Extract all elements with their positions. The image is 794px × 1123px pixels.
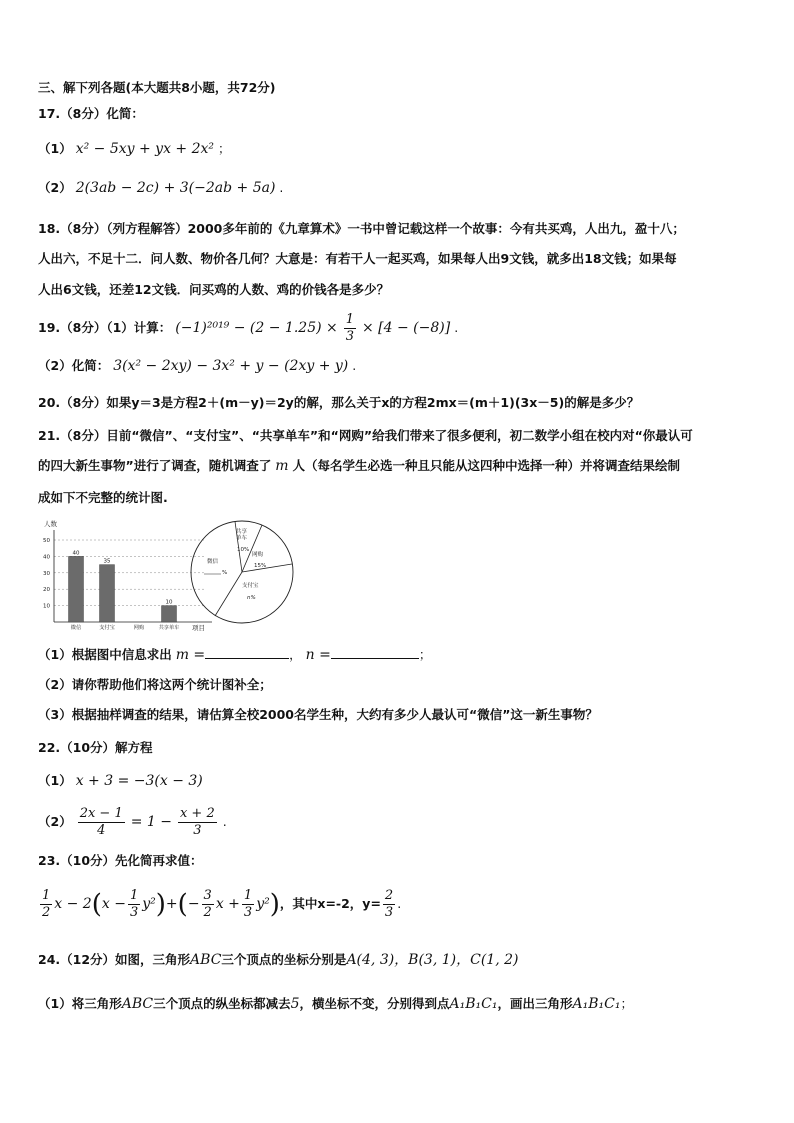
section-title: 三、解下列各题(本大题共8小题，共72分)	[38, 80, 276, 95]
q23-f1-num: 1	[42, 888, 51, 903]
q23-frac1	[40, 888, 52, 921]
q20-text: 20.（8分）如果y＝3是方程2＋(m－y)＝2y的解，那么关于x的方程2mx＝(m＋1)(3x－5)的解是多少？	[38, 395, 640, 410]
q23-f3-den: 2	[203, 905, 212, 920]
xtick-label-1: 支付宝	[99, 625, 115, 631]
ytick-label-30: 30	[43, 570, 50, 577]
q24-sub1-tri: A₁B₁C₁	[572, 996, 621, 1012]
xtick-label-0: 微信	[70, 625, 82, 631]
pie-divider-right	[242, 564, 292, 572]
q23-f1-den: 2	[42, 905, 51, 920]
bar-1	[100, 565, 115, 622]
q21-sub1-m: m =	[175, 647, 206, 663]
ytick-label-50: 50	[43, 538, 50, 544]
q22-p1-label: （1）	[38, 773, 72, 788]
q21-line2-b: 人（每名学生必选一种且只能从这四种中选择一种）并将调查结果绘制	[292, 458, 680, 473]
pie-label-share-l2: 单车	[236, 535, 248, 542]
q21-sub3: （3）根据抽样调查的结果，请估算全校2000名学生种，大约有多少人最认可“微信”这一新生事物？	[38, 707, 598, 722]
pie-chart	[186, 516, 298, 626]
bar-chart-xlabel: 项目	[192, 624, 205, 632]
q23-rparen2: )	[269, 889, 280, 920]
q17-p1-expr: x² − 5xy + yx + 2x²	[75, 141, 215, 157]
q23-stem: 23.（10分）先化简再求值：	[38, 853, 203, 868]
bar-chart-ylabel: 人数	[44, 520, 57, 528]
xtick-label-3: 共享单车	[158, 625, 180, 631]
q21-sub1-sep: ，	[289, 647, 302, 662]
q24-sub1-pts: A₁B₁C₁	[449, 996, 498, 1012]
q23-t5: −	[187, 896, 200, 912]
answer-blank-n[interactable]	[331, 646, 419, 659]
q19-p2-label: （2）化简：	[38, 358, 110, 373]
q19-p2-expr: 3(x² − 2xy) − 3x² + y − (2xy + y)	[113, 358, 349, 374]
q23-f4-num: 1	[243, 888, 253, 903]
q17-p2-end: .	[279, 180, 284, 195]
xtick-label-2: 网购	[133, 625, 145, 631]
q19-p1-end: .	[454, 320, 459, 335]
q23-t3: y²	[142, 896, 156, 912]
q19-frac-den: 3	[345, 329, 355, 344]
q23-t6: x +	[215, 896, 240, 912]
q23-frac3	[202, 888, 214, 921]
q21-line3: 成如下不完整的统计图.	[38, 490, 168, 505]
ytick-label-10: 10	[43, 603, 50, 610]
q22-frac1	[78, 806, 125, 839]
q23-f2-num: 1	[129, 888, 139, 903]
bar-3	[162, 606, 177, 622]
q22-part2	[38, 804, 227, 840]
bar-data-label-3: 10	[165, 599, 173, 606]
q23-t1: x − 2	[54, 896, 92, 912]
q24-sub1	[38, 996, 633, 1012]
q22-stem: 22.（10分）解方程	[38, 740, 153, 755]
q23-f3-num: 3	[203, 888, 212, 903]
q24-stem-b: 三个顶点的坐标分别是	[221, 952, 347, 967]
pie-pct-alipay: n%	[247, 595, 256, 601]
bar-0	[69, 556, 84, 622]
q23-t7: y²	[256, 896, 270, 912]
q23-cond: ，其中x=-2，y=	[279, 896, 381, 911]
ytick-label-40: 40	[43, 554, 50, 561]
q19-fraction	[344, 312, 356, 345]
q18-line2: 人出六，不足十二．问人数、物价各几何？大意是：有若干人一起买鸡，如果每人出9文钱，就多出18文钱；如果每	[38, 251, 677, 266]
q19-frac-num: 1	[345, 312, 355, 327]
q23-rparen1: )	[155, 889, 166, 920]
q19-p1-a: (−1)²⁰¹⁹ − (2 − 1.25) ×	[175, 320, 338, 336]
q22-frac1-den: 4	[97, 823, 106, 838]
q23-frac5	[383, 888, 395, 921]
q21-sub1-n: n =	[305, 647, 331, 663]
bar-data-label-1: 35	[103, 558, 111, 565]
pie-label-shop: 网购	[252, 552, 264, 558]
q21-line2-m: m	[275, 458, 289, 474]
q24-abc: ABC	[190, 952, 222, 968]
q23-t4: +	[165, 896, 178, 912]
q22-p2-label: （2）	[38, 814, 72, 829]
q24-sub1-a: （1）将三角形	[38, 996, 122, 1011]
q17-p2-label: （2）	[38, 180, 72, 195]
q21-line1: 21.（8分）目前“微信”、“支付宝”、“共享单车”和“网购”给我们带来了很多便利，初二数学小组在校内对“你最认可	[38, 428, 693, 443]
q21-sub2: （2）请你帮助他们将这两个统计图补全；	[38, 677, 272, 692]
q23-lparen1: (	[91, 889, 102, 920]
q23-cond-end: .	[397, 896, 402, 911]
q17-p1-label: （1）	[38, 141, 72, 156]
bar-data-label-0: 40	[72, 550, 80, 557]
q21-line2-a: 的四大新生事物”进行了调查，随机调查了	[38, 458, 272, 473]
q22-frac2	[178, 806, 217, 839]
q19-p1-b: × [4 − (−8)]	[362, 320, 451, 336]
q24-sub1-abc: ABC	[121, 996, 154, 1012]
q24-sub1-c: ，横坐标不变，分别得到点	[299, 996, 450, 1011]
pie-label-alipay: 支付宝	[242, 583, 259, 589]
q23-f4-den: 3	[243, 905, 253, 920]
q17-stem: 17.（8分）化简：	[38, 106, 144, 121]
pie-pct-wechat: %	[222, 570, 228, 576]
q17-part1	[38, 141, 231, 157]
q23-f5-num: 2	[384, 888, 394, 903]
q22-p2-mid: = 1 −	[130, 814, 172, 830]
q24-sub1-d: ，画出三角形	[497, 996, 573, 1011]
pie-pct-shop: 15%	[254, 563, 267, 569]
q24-sub1-5: 5	[290, 996, 300, 1012]
q18-line3: 人出6文钱，还差12文钱．问买鸡的人数、鸡的价钱各是多少？	[38, 282, 390, 297]
q24-sub1-end: ；	[620, 996, 633, 1011]
pie-label-share	[236, 527, 248, 542]
q23-frac4	[242, 888, 254, 921]
q21-sub1-end: ；	[418, 647, 432, 662]
q23-f5-den: 3	[384, 905, 394, 920]
q19-part1	[38, 312, 458, 345]
q23-expr	[38, 884, 401, 925]
q17-part2	[38, 180, 283, 196]
pie-label-wechat: 微信	[207, 559, 219, 565]
q23-t2: x −	[101, 896, 126, 912]
q23-lparen2: (	[177, 889, 188, 920]
answer-blank-m[interactable]	[205, 646, 289, 659]
q23-frac2	[128, 888, 140, 921]
q22-part1	[38, 773, 203, 789]
q24-stem	[38, 952, 518, 968]
q22-frac1-num: 2x − 1	[79, 806, 123, 821]
q22-frac2-den: 3	[193, 823, 202, 838]
ytick-label-20: 20	[43, 587, 50, 594]
q17-p2-expr: 2(3ab − 2c) + 3(−2ab + 5a)	[75, 180, 276, 196]
q24-stem-a: 24.（12分）如图，三角形	[38, 952, 191, 967]
q21-sub1-a: （1）根据图中信息求出	[38, 647, 172, 662]
q22-p2-end: .	[222, 814, 227, 829]
q23-f2-den: 3	[129, 905, 139, 920]
q24-sub1-b: 三个顶点的纵坐标都减去	[153, 996, 291, 1011]
q18-line1: 18.（8分）（列方程解答）2000多年前的《九章算术》一书中曾记载这样一个故事：今有共买鸡，人出九，盈十八；	[38, 221, 685, 236]
q19-part2	[38, 358, 356, 374]
pie-pct-share: 10%	[237, 547, 250, 553]
q24-points: A(4, 3)，B(3, 1)，C(1, 2)	[346, 952, 519, 968]
pie-label-share-l1: 共享	[236, 529, 248, 535]
q19-stem: 19.（8分）（1）计算：	[38, 320, 172, 335]
pie-divider-bottom	[215, 572, 242, 616]
q22-p1-expr: x + 3 = −3(x − 3)	[75, 773, 203, 789]
q19-p2-end: .	[352, 358, 357, 373]
q22-frac2-num: x + 2	[179, 806, 215, 821]
q21-sub1	[38, 646, 431, 663]
q21-line2	[38, 458, 680, 474]
q17-p1-end: ；	[218, 141, 231, 156]
